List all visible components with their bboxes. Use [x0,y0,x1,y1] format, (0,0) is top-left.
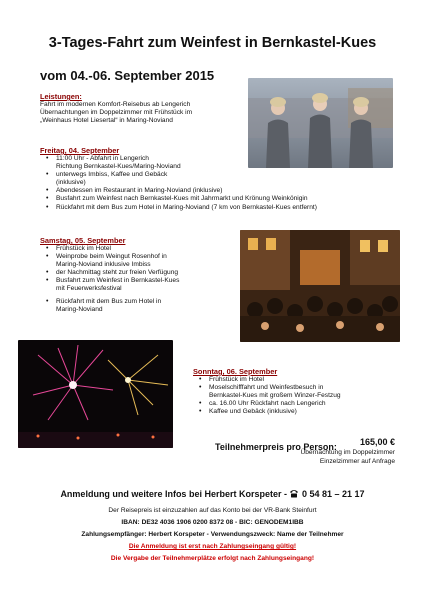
list-item [40,253,240,269]
list-item: • Abendessen im Restaurant in Maring-Noviand (inklusive) [40,187,400,195]
price-label: Teilnehmerpreis pro Person: [215,442,337,452]
contact-text: Anmeldung und weitere Infos bei Herbert Korspeter - [60,489,287,499]
phone-icon [289,489,299,500]
list-item-text: Rückfahrt mit dem Bus zum Hotel in [56,297,162,305]
saturday-heading: Samstag, 05. September [40,236,126,245]
price-value: 165,00 € [359,437,395,447]
list-item: • ca. 16.00 Uhr Rückfahrt nach Lengerich [193,400,403,408]
sunday-heading: Sonntag, 06. September [193,367,278,376]
list-item [40,298,240,314]
festival-crowd-photo [240,230,400,342]
leistungen-section [40,92,245,125]
list-item-text: mit Feuerwerksfestival [56,285,122,293]
list-item: • Busfahrt zum Weinfest nach Bernkastel-Kues mit Jahrmarkt und Krönung Weinkönigin [40,195,400,203]
leistungen-line: „Weinhaus Hotel Liesertal“ in Maring-Noviand [40,117,173,124]
allocation-warning: Die Vergabe der Teilnehmerplätze erfolgt nach Zahlungseingang! [110,555,315,562]
list-item-text: 11:00 Uhr - Abfahrt in Lengerich [56,155,149,162]
contact-line [0,489,425,500]
price-note-single: Einzelzimmer auf Anfrage [319,458,395,465]
recipient-line: Zahlungsempfänger: Herbert Korspeter - Verwendungszweck: Name der Teilnehmer [81,531,344,538]
list-item: • Frühstück im Hotel [40,245,240,253]
list-item: • Frühstück im Hotel [193,376,403,384]
payment-line-1: Der Reisepreis ist einzuzahlen auf das Konto bei der VR-Bank Steinfurt [108,507,317,514]
page-title: 3-Tages-Fahrt zum Weinfest in Bernkastel-Kues [48,35,377,51]
list-item-text: Weinprobe beim Weingut Rosenhof in [56,253,167,261]
list-item-text: Moselschifffahrt und Weinfestbesuch in [209,384,324,392]
fireworks-photo [18,340,173,448]
list-item [193,384,403,400]
sunday-section [193,367,403,416]
list-item-text: Bernkastel-Kues mit großem Winzer-Festzug [209,392,341,400]
list-item-text: unterwegs Imbiss, Kaffee und Gebäck [56,171,168,179]
leistungen-heading: Leistungen: [40,92,82,101]
saturday-section [40,236,240,314]
friday-section [40,146,400,212]
price-note-double: Übernachtung im Doppelzimmer [300,449,395,456]
contact-phone: 0 54 81 – 21 17 [302,489,365,499]
iban-line: IBAN: DE32 4036 1906 0200 8372 08 - BIC: GENODEM1IBB [121,519,304,526]
list-item [40,155,400,171]
list-item: • Rückfahrt mit dem Bus zum Hotel in Maring-Noviand (7 km von Bernkastel-Kues entfernt) [40,204,400,212]
list-item-text: Maring-Noviand inklusive Imbiss [56,261,151,269]
registration-warning: Die Anmeldung ist erst nach Zahlungseingang gültig! [128,543,297,550]
friday-heading: Freitag, 04. September [40,146,120,155]
list-item: • Kaffee und Gebäck (inklusive) [193,408,403,416]
list-item-text: (inklusive) [56,179,86,187]
leistungen-line: Fahrt im modernen Komfort-Reisebus ab Lengerich [40,101,191,108]
list-item-text: Busfahrt zum Weinfest in Bernkastel-Kues [56,277,180,285]
list-item [40,171,400,187]
leistungen-line: Übernachtungen im Doppelzimmer mit Frühstück im [40,109,193,116]
list-item [40,277,240,293]
list-item-text: Richtung Bernkastel-Kues/Maring-Noviand [56,163,181,171]
list-item: • der Nachmittag steht zur freien Verfügung [40,269,240,277]
list-item-text: Maring-Noviand [56,305,103,313]
trip-date: vom 04.-06. September 2015 [40,68,215,83]
